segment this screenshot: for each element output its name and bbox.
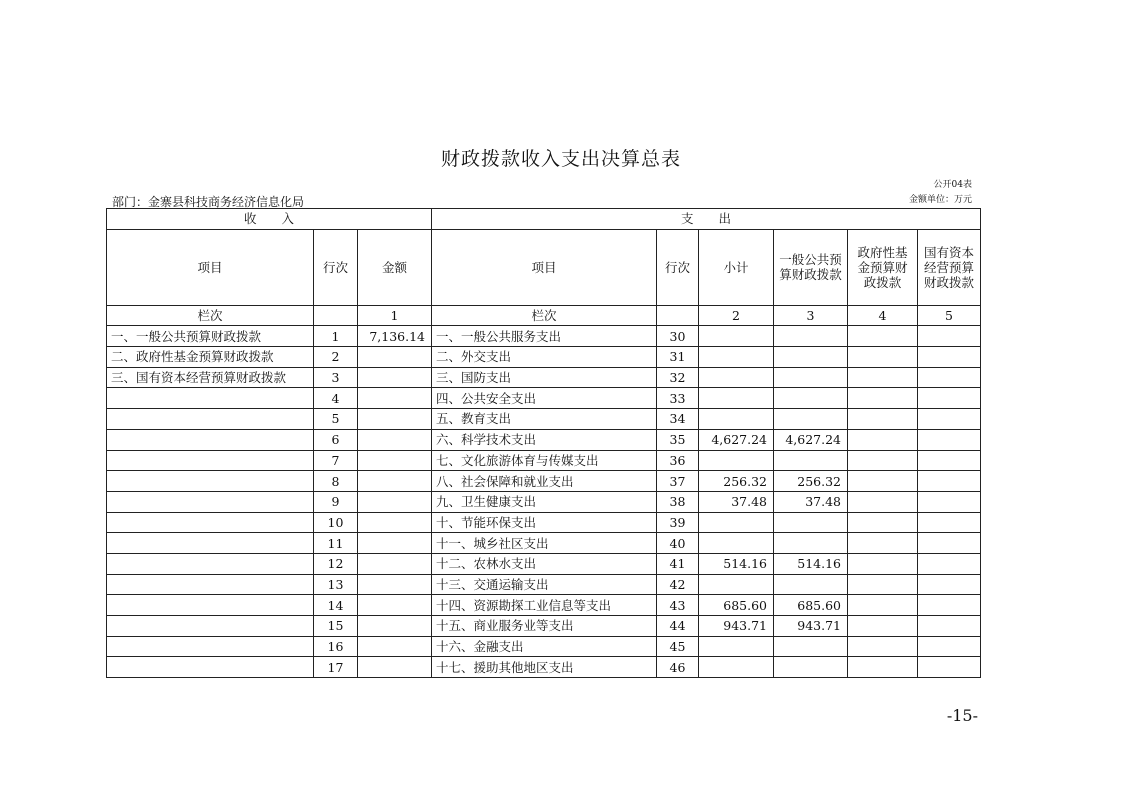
column-index-blank xyxy=(657,305,699,326)
gov-fund-header: 政府性基金预算财政拨款 xyxy=(848,229,918,305)
expense-item-cell: 四、公共安全支出 xyxy=(432,388,657,409)
expense-row-no-cell: 43 xyxy=(657,595,699,616)
income-row-no-cell: 16 xyxy=(314,636,358,657)
department-label: 部门：金寨县科技商务经济信息化局 xyxy=(112,195,305,209)
expense-header: 支 出 xyxy=(432,209,981,230)
gov-fund-cell xyxy=(848,553,918,574)
gov-fund-cell xyxy=(848,450,918,471)
income-item-cell xyxy=(107,512,314,533)
expense-item-cell: 十七、援助其他地区支出 xyxy=(432,657,657,678)
expense-item-header: 项目 xyxy=(432,229,657,305)
column-index-blank xyxy=(314,305,358,326)
column-index-label: 栏次 xyxy=(107,305,314,326)
state-capital-cell xyxy=(918,429,981,450)
table-row xyxy=(107,657,981,678)
state-capital-cell xyxy=(918,616,981,637)
general-budget-header: 一般公共预算财政拨款 xyxy=(774,229,848,305)
expense-row-no-cell: 37 xyxy=(657,471,699,492)
income-row-no-cell: 3 xyxy=(314,367,358,388)
income-item-cell xyxy=(107,429,314,450)
gov-fund-cell xyxy=(848,409,918,430)
income-row-no-cell: 5 xyxy=(314,409,358,430)
column-index-exp-label: 栏次 xyxy=(432,305,657,326)
income-amount-cell xyxy=(358,409,432,430)
expense-item-cell: 十三、交通运输支出 xyxy=(432,574,657,595)
expense-item-cell: 十五、商业服务业等支出 xyxy=(432,616,657,637)
state-capital-cell xyxy=(918,409,981,430)
income-amount-header: 金额 xyxy=(358,229,432,305)
table-row xyxy=(107,491,981,512)
income-item-cell xyxy=(107,409,314,430)
state-capital-header: 国有资本经营预算财政拨款 xyxy=(918,229,981,305)
income-amount-cell xyxy=(358,347,432,368)
table-row xyxy=(107,429,981,450)
budget-table xyxy=(106,208,981,678)
expense-row-no-cell: 30 xyxy=(657,326,699,347)
expense-item-cell: 五、教育支出 xyxy=(432,409,657,430)
expense-row-no-cell: 35 xyxy=(657,429,699,450)
gov-fund-cell xyxy=(848,491,918,512)
income-amount-cell xyxy=(358,388,432,409)
income-amount-cell xyxy=(358,429,432,450)
state-capital-cell xyxy=(918,512,981,533)
income-amount-cell xyxy=(358,616,432,637)
subtotal-cell xyxy=(699,533,774,554)
expense-row-no-cell: 36 xyxy=(657,450,699,471)
expense-item-cell: 六、科学技术支出 xyxy=(432,429,657,450)
general-budget-cell xyxy=(774,636,848,657)
expense-item-cell: 十六、金融支出 xyxy=(432,636,657,657)
income-row-no-cell: 4 xyxy=(314,388,358,409)
income-item-cell: 一、一般公共预算财政拨款 xyxy=(107,326,314,347)
gov-fund-cell xyxy=(848,367,918,388)
general-budget-cell: 685.60 xyxy=(774,595,848,616)
column-index-2: 2 xyxy=(699,305,774,326)
gov-fund-cell xyxy=(848,471,918,492)
subtotal-cell: 685.60 xyxy=(699,595,774,616)
general-budget-cell xyxy=(774,657,848,678)
general-budget-cell: 943.71 xyxy=(774,616,848,637)
state-capital-cell xyxy=(918,450,981,471)
column-index-1: 1 xyxy=(358,305,432,326)
table-row xyxy=(107,595,981,616)
expense-row-no-cell: 31 xyxy=(657,347,699,368)
general-budget-cell xyxy=(774,347,848,368)
state-capital-cell xyxy=(918,347,981,368)
income-row-no-cell: 12 xyxy=(314,553,358,574)
subtotal-header: 小计 xyxy=(699,229,774,305)
income-row-no-cell: 2 xyxy=(314,347,358,368)
table-row xyxy=(107,347,981,368)
subtotal-cell xyxy=(699,347,774,368)
general-budget-cell xyxy=(774,409,848,430)
income-row-no-cell: 8 xyxy=(314,471,358,492)
state-capital-cell xyxy=(918,326,981,347)
column-index-row xyxy=(107,305,981,326)
income-item-cell xyxy=(107,595,314,616)
income-item-cell: 三、国有资本经营预算财政拨款 xyxy=(107,367,314,388)
income-item-cell xyxy=(107,553,314,574)
state-capital-cell xyxy=(918,533,981,554)
gov-fund-cell xyxy=(848,595,918,616)
gov-fund-cell xyxy=(848,616,918,637)
general-budget-cell xyxy=(774,574,848,595)
state-capital-cell xyxy=(918,595,981,616)
income-row-no-cell: 11 xyxy=(314,533,358,554)
income-item-cell xyxy=(107,657,314,678)
subtotal-cell xyxy=(699,409,774,430)
income-row-no-cell: 6 xyxy=(314,429,358,450)
column-index-3: 3 xyxy=(774,305,848,326)
subtotal-cell: 943.71 xyxy=(699,616,774,637)
expense-row-no-cell: 42 xyxy=(657,574,699,595)
subtotal-cell: 37.48 xyxy=(699,491,774,512)
income-amount-cell xyxy=(358,553,432,574)
expense-row-no-cell: 46 xyxy=(657,657,699,678)
general-budget-cell xyxy=(774,450,848,471)
general-budget-cell: 514.16 xyxy=(774,553,848,574)
income-item-header: 项目 xyxy=(107,229,314,305)
subtotal-cell: 4,627.24 xyxy=(699,429,774,450)
income-header: 收 入 xyxy=(107,209,432,230)
state-capital-cell xyxy=(918,657,981,678)
expense-row-no-cell: 45 xyxy=(657,636,699,657)
income-row-no-cell: 15 xyxy=(314,616,358,637)
income-item-cell xyxy=(107,450,314,471)
gov-fund-cell xyxy=(848,574,918,595)
general-budget-cell: 256.32 xyxy=(774,471,848,492)
income-item-cell xyxy=(107,471,314,492)
income-amount-cell xyxy=(358,491,432,512)
form-code: 公开04表 xyxy=(933,180,972,190)
subtotal-cell: 514.16 xyxy=(699,553,774,574)
expense-item-cell: 七、文化旅游体育与传媒支出 xyxy=(432,450,657,471)
general-budget-cell: 4,627.24 xyxy=(774,429,848,450)
subtotal-cell xyxy=(699,512,774,533)
income-item-cell xyxy=(107,533,314,554)
state-capital-cell xyxy=(918,367,981,388)
expense-row-no-cell: 44 xyxy=(657,616,699,637)
column-index-4: 4 xyxy=(848,305,918,326)
table-row xyxy=(107,533,981,554)
expense-row-no-cell: 33 xyxy=(657,388,699,409)
expense-row-no-header: 行次 xyxy=(657,229,699,305)
income-amount-cell xyxy=(358,471,432,492)
state-capital-cell xyxy=(918,388,981,409)
general-budget-cell xyxy=(774,367,848,388)
subtotal-cell xyxy=(699,450,774,471)
expense-row-no-cell: 41 xyxy=(657,553,699,574)
state-capital-cell xyxy=(918,471,981,492)
state-capital-cell xyxy=(918,636,981,657)
income-amount-cell xyxy=(358,595,432,616)
expense-row-no-cell: 40 xyxy=(657,533,699,554)
general-budget-cell xyxy=(774,326,848,347)
expense-row-no-cell: 34 xyxy=(657,409,699,430)
gov-fund-cell xyxy=(848,388,918,409)
subtotal-cell xyxy=(699,574,774,595)
gov-fund-cell xyxy=(848,636,918,657)
subtotal-cell xyxy=(699,367,774,388)
income-item-cell: 二、政府性基金预算财政拨款 xyxy=(107,347,314,368)
income-item-cell xyxy=(107,491,314,512)
income-row-no-cell: 7 xyxy=(314,450,358,471)
section-header-row xyxy=(107,209,981,230)
state-capital-cell xyxy=(918,574,981,595)
income-amount-cell: 7,136.14 xyxy=(358,326,432,347)
table-row xyxy=(107,450,981,471)
expense-item-cell: 八、社会保障和就业支出 xyxy=(432,471,657,492)
expense-item-cell: 九、卫生健康支出 xyxy=(432,491,657,512)
table-row xyxy=(107,326,981,347)
income-amount-cell xyxy=(358,367,432,388)
subtotal-cell xyxy=(699,636,774,657)
expense-item-cell: 十、节能环保支出 xyxy=(432,512,657,533)
table-row xyxy=(107,512,981,533)
income-row-no-cell: 13 xyxy=(314,574,358,595)
page-title: 财政拨款收入支出决算总表 xyxy=(440,148,681,170)
expense-row-no-cell: 38 xyxy=(657,491,699,512)
subtotal-cell xyxy=(699,388,774,409)
general-budget-cell xyxy=(774,388,848,409)
expense-item-cell: 十二、农林水支出 xyxy=(432,553,657,574)
table-row xyxy=(107,553,981,574)
gov-fund-cell xyxy=(848,533,918,554)
table-row xyxy=(107,616,981,637)
expense-item-cell: 三、国防支出 xyxy=(432,367,657,388)
income-item-cell xyxy=(107,636,314,657)
unit-label: 金额单位：万元 xyxy=(908,195,972,205)
subtotal-cell: 256.32 xyxy=(699,471,774,492)
income-item-cell xyxy=(107,616,314,637)
gov-fund-cell xyxy=(848,347,918,368)
expense-row-no-cell: 32 xyxy=(657,367,699,388)
income-row-no-cell: 17 xyxy=(314,657,358,678)
income-amount-cell xyxy=(358,512,432,533)
general-budget-cell: 37.48 xyxy=(774,491,848,512)
table-row xyxy=(107,636,981,657)
state-capital-cell xyxy=(918,491,981,512)
subtotal-cell xyxy=(699,326,774,347)
page-number: -15- xyxy=(946,706,978,725)
table-row xyxy=(107,471,981,492)
general-budget-cell xyxy=(774,512,848,533)
table-row xyxy=(107,574,981,595)
income-amount-cell xyxy=(358,657,432,678)
subtotal-cell xyxy=(699,657,774,678)
income-row-no-cell: 10 xyxy=(314,512,358,533)
income-item-cell xyxy=(107,574,314,595)
income-row-no-cell: 9 xyxy=(314,491,358,512)
gov-fund-cell xyxy=(848,326,918,347)
table-row xyxy=(107,367,981,388)
table-row xyxy=(107,409,981,430)
income-amount-cell xyxy=(358,450,432,471)
state-capital-cell xyxy=(918,553,981,574)
expense-row-no-cell: 39 xyxy=(657,512,699,533)
income-item-cell xyxy=(107,388,314,409)
expense-item-cell: 十一、城乡社区支出 xyxy=(432,533,657,554)
column-index-5: 5 xyxy=(918,305,981,326)
gov-fund-cell xyxy=(848,512,918,533)
general-budget-cell xyxy=(774,533,848,554)
income-row-no-cell: 1 xyxy=(314,326,358,347)
income-amount-cell xyxy=(358,636,432,657)
income-amount-cell xyxy=(358,533,432,554)
expense-item-cell: 十四、资源勘探工业信息等支出 xyxy=(432,595,657,616)
gov-fund-cell xyxy=(848,657,918,678)
gov-fund-cell xyxy=(848,429,918,450)
income-amount-cell xyxy=(358,574,432,595)
table-row xyxy=(107,388,981,409)
column-header-row xyxy=(107,229,981,305)
expense-item-cell: 二、外交支出 xyxy=(432,347,657,368)
expense-item-cell: 一、一般公共服务支出 xyxy=(432,326,657,347)
income-row-no-cell: 14 xyxy=(314,595,358,616)
income-row-no-header: 行次 xyxy=(314,229,358,305)
